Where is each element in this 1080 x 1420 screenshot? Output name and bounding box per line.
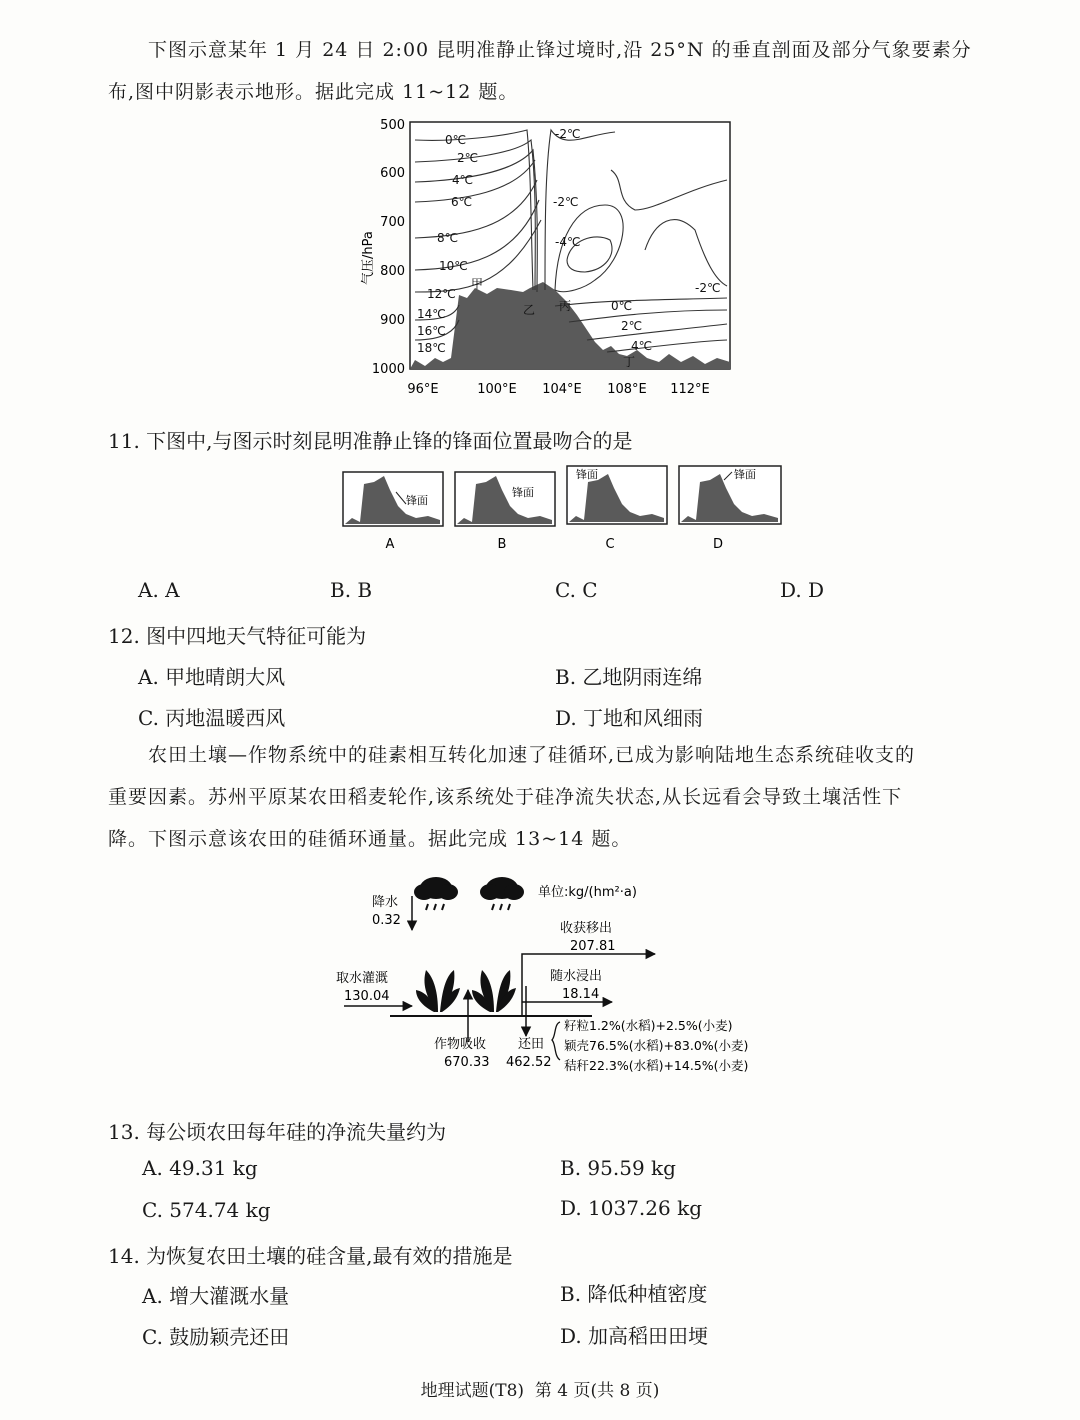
silicon-cycle-diagram: [330, 866, 800, 1082]
return-label: 还田: [518, 1037, 545, 1052]
q14-stem: 14. 为恢复农田土壤的硅含量,最有效的措施是: [108, 1244, 513, 1268]
q14-option-d[interactable]: D. 加高稻田田埂: [560, 1324, 709, 1348]
place-jia: 甲: [471, 277, 484, 291]
q12-option-a[interactable]: A. 甲地晴朗大风: [138, 665, 286, 689]
isotherm-label: 2℃: [457, 151, 479, 165]
isotherm-label: 4℃: [631, 339, 653, 353]
isotherm-label: -4℃: [555, 235, 581, 249]
q11-option-c[interactable]: C. C: [555, 578, 598, 602]
isotherm-label: 2℃: [621, 319, 643, 333]
q12-stem: 12. 图中四地天气特征可能为: [108, 624, 367, 648]
q11-option-a[interactable]: A. A: [138, 578, 180, 602]
harvest-label: 收获移出: [560, 921, 613, 936]
q14-option-b[interactable]: B. 降低种植密度: [560, 1282, 708, 1306]
breakdown-grain: 籽粒1.2%(水稻)+2.5%(小麦): [564, 1018, 733, 1033]
q13-option-b[interactable]: B. 95.59 kg: [560, 1156, 676, 1180]
isotherm-label: 16℃: [417, 324, 446, 338]
thumb-c: [567, 466, 667, 552]
leach-label: 随水浸出: [550, 969, 603, 984]
rain-cloud-icon: [480, 877, 524, 910]
q11-option-thumbnails: [340, 462, 786, 554]
q11-option-b[interactable]: B. B: [330, 578, 373, 602]
thumb-a-letter: A: [385, 537, 395, 552]
isotherm-label: 12℃: [427, 287, 456, 301]
rain-cloud-icon: [414, 877, 458, 910]
harvest-value: 207.81: [570, 939, 616, 954]
q14-option-a[interactable]: A. 增大灌溉水量: [142, 1284, 290, 1308]
ytick-1000: 1000: [371, 362, 405, 377]
thumb-d-letter: D: [712, 537, 724, 552]
breakdown-husk: 颖壳76.5%(水稻)+83.0%(小麦): [564, 1038, 749, 1053]
place-ding: 丁: [623, 355, 636, 369]
precip-value: 0.32: [372, 913, 401, 928]
isotherm-label: -2℃: [695, 281, 721, 295]
breakdown-brace: [552, 1022, 560, 1060]
q13-option-c[interactable]: C. 574.74 kg: [142, 1198, 271, 1222]
q14-option-c[interactable]: C. 鼓励颖壳还田: [142, 1325, 290, 1349]
intro1-line1: 下图示意某年 1 月 24 日 2:00 昆明准静止锋过境时,沿 25°N 的垂直剖面及部分气象要素分: [148, 39, 972, 61]
ytick-900: 900: [380, 313, 405, 328]
thumb-b-label: 锋面: [512, 486, 534, 499]
q11-stem: 11. 下图中,与图示时刻昆明准静止锋的锋面位置最吻合的是: [108, 429, 633, 453]
xtick-96: 96°E: [407, 382, 439, 397]
q12-option-b[interactable]: B. 乙地阴雨连绵: [555, 665, 703, 689]
xtick-100: 100°E: [477, 382, 517, 397]
isotherm-label: 14℃: [417, 307, 446, 321]
ytick-800: 800: [380, 264, 405, 279]
irrigation-label: 取水灌溉: [336, 971, 389, 986]
q13-stem: 13. 每公顷农田每年硅的净流失量约为: [108, 1120, 447, 1144]
intro2-line2: 重要因素。苏州平原某农田稻麦轮作,该系统处于硅净流失状态,从长远看会导致土壤活性下: [108, 786, 903, 808]
q12-option-d[interactable]: D. 丁地和风细雨: [555, 706, 704, 730]
thumb-d-label: 锋面: [734, 468, 756, 481]
vertical-section-chart: [355, 110, 745, 405]
y-axis-label: 气压/hPa: [361, 231, 376, 285]
q13-option-a[interactable]: A. 49.31 kg: [142, 1156, 258, 1180]
q13-option-d[interactable]: D. 1037.26 kg: [560, 1196, 703, 1220]
ytick-600: 600: [380, 166, 405, 181]
q11-option-d[interactable]: D. D: [780, 578, 825, 602]
thumb-d: [679, 466, 781, 552]
place-bing: 丙: [559, 299, 572, 313]
xtick-112: 112°E: [670, 382, 710, 397]
page-footer: 地理试题(T8) 第 4 页(共 8 页): [420, 1381, 660, 1401]
leach-value: 18.14: [562, 987, 600, 1002]
irrigation-value: 130.04: [344, 989, 390, 1004]
xtick-108: 108°E: [607, 382, 647, 397]
crop-icon: [416, 970, 460, 1012]
q12-option-c[interactable]: C. 丙地温暖西风: [138, 706, 286, 730]
uptake-label: 作物吸收: [434, 1037, 487, 1052]
isotherm-label: 8℃: [437, 231, 459, 245]
intro2-line1: 农田土壤—作物系统中的硅素相互转化加速了硅循环,已成为影响陆地生态系统硅收支的: [148, 744, 916, 766]
isotherm-label: 0℃: [445, 133, 467, 147]
ytick-500: 500: [380, 118, 405, 133]
isotherm-label: -2℃: [555, 127, 581, 141]
uptake-value: 670.33: [444, 1055, 490, 1070]
isotherm-label: 10℃: [439, 259, 468, 273]
isotherm-label: 18℃: [417, 341, 446, 355]
isotherm-label: 0℃: [611, 299, 633, 313]
thumb-a: [343, 472, 443, 552]
place-yi: 乙: [523, 303, 536, 317]
harvest-arrow: [522, 954, 655, 1016]
ytick-700: 700: [380, 215, 405, 230]
breakdown-straw: 秸秆22.3%(水稻)+14.5%(小麦): [564, 1058, 749, 1073]
intro2-line3: 降。下图示意该农田的硅循环通量。据此完成 13~14 题。: [108, 828, 632, 850]
xtick-104: 104°E: [542, 382, 582, 397]
thumb-b: [455, 472, 555, 552]
crop-icon: [472, 970, 516, 1012]
thumb-a-label: 锋面: [406, 494, 428, 507]
isotherm-label: 4℃: [452, 173, 474, 187]
precip-label: 降水: [372, 895, 399, 910]
thumb-b-letter: B: [497, 537, 507, 552]
return-value: 462.52: [506, 1055, 552, 1070]
isotherm-label: 6℃: [451, 195, 473, 209]
unit-label: 单位:kg/(hm²·a): [538, 885, 637, 900]
intro1-line2: 布,图中阴影表示地形。据此完成 11~12 题。: [108, 81, 519, 103]
thumb-c-label: 锋面: [576, 468, 598, 481]
thumb-c-letter: C: [605, 537, 615, 552]
isotherm-label: -2℃: [553, 195, 579, 209]
